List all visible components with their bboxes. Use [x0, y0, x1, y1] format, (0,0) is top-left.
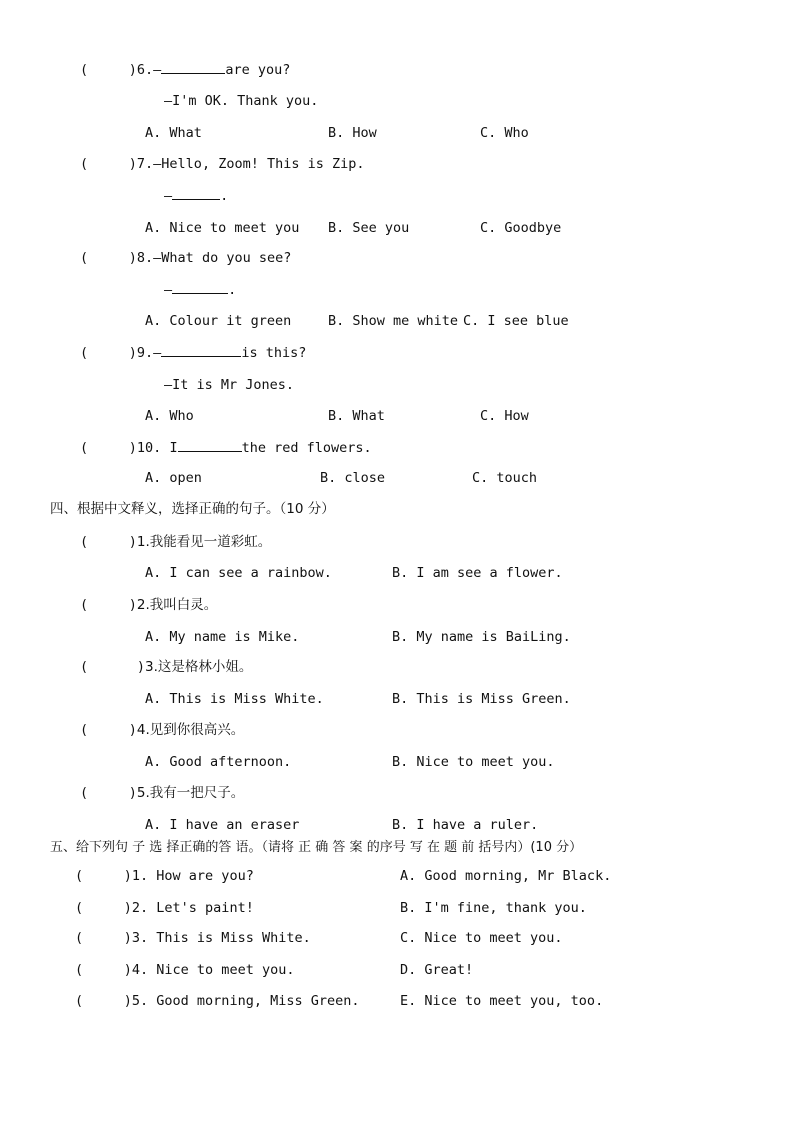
- answer-paren[interactable]: ( ): [80, 250, 137, 266]
- section-4-q1: ( )1.我能看见一道彩虹。: [80, 534, 272, 550]
- fill-blank[interactable]: [161, 61, 225, 74]
- question-6-reply: —I'm OK. Thank you.: [164, 93, 319, 109]
- option: C. How: [480, 408, 529, 424]
- match-answer: C. Nice to meet you.: [400, 930, 563, 946]
- answer-paren[interactable]: ( ): [80, 597, 137, 613]
- fill-blank[interactable]: [161, 344, 241, 357]
- option: B. My name is BaiLing.: [392, 629, 571, 645]
- question-7-reply: — .: [164, 188, 229, 204]
- option: B. Nice to meet you.: [392, 754, 555, 770]
- question-8-reply: — .: [164, 282, 237, 298]
- option: A. Colour it green: [145, 313, 292, 329]
- option: B. See you: [328, 220, 410, 236]
- answer-paren[interactable]: ( ): [80, 659, 146, 675]
- answer-paren[interactable]: ( ): [80, 722, 137, 738]
- option: A. I can see a rainbow.: [145, 565, 332, 581]
- question-7-stem: ( )7.—Hello, Zoom! This is Zip.: [80, 156, 365, 172]
- question-9-reply: —It is Mr Jones.: [164, 377, 295, 393]
- option: C. I see blue: [463, 313, 569, 329]
- option: A. Good afternoon.: [145, 754, 292, 770]
- match-answer: E. Nice to meet you, too.: [400, 993, 604, 1009]
- option: A. This is Miss White.: [145, 691, 324, 707]
- answer-paren[interactable]: ( ): [80, 785, 137, 801]
- answer-paren[interactable]: ( ): [75, 868, 132, 884]
- option: A. I have an eraser: [145, 817, 300, 833]
- match-row: ( )1. How are you?: [75, 868, 254, 884]
- option: A. Nice to meet you: [145, 220, 300, 236]
- question-10-stem: ( )10. I the red flowers.: [80, 440, 372, 456]
- answer-paren[interactable]: ( ): [80, 345, 137, 361]
- match-row: ( )5. Good morning, Miss Green.: [75, 993, 360, 1009]
- option: B. I have a ruler.: [392, 817, 539, 833]
- option: C. touch: [472, 470, 538, 486]
- option: A. What: [145, 125, 202, 141]
- fill-blank[interactable]: [178, 439, 242, 452]
- fill-blank[interactable]: [172, 187, 220, 200]
- section-4-q5: ( )5.我有一把尺子。: [80, 785, 245, 801]
- match-answer: A. Good morning, Mr Black.: [400, 868, 612, 884]
- match-row: ( )4. Nice to meet you.: [75, 962, 295, 978]
- match-row: ( )3. This is Miss White.: [75, 930, 311, 946]
- option: B. Show me white: [328, 313, 459, 329]
- answer-paren[interactable]: ( ): [80, 62, 137, 78]
- option: B. How: [328, 125, 377, 141]
- question-6-stem: ( )6.— are you?: [80, 62, 291, 78]
- section-4-q3: ( )3.这是格林小姐。: [80, 659, 253, 675]
- section-4-q2: ( )2.我叫白灵。: [80, 597, 218, 613]
- option: A. Who: [145, 408, 194, 424]
- match-answer: B. I'm fine, thank you.: [400, 900, 587, 916]
- option: B. close: [320, 470, 386, 486]
- question-9-stem: ( )9.— is this?: [80, 345, 307, 361]
- answer-paren[interactable]: ( ): [75, 962, 132, 978]
- answer-paren[interactable]: ( ): [75, 930, 132, 946]
- section-4-q4: ( )4.见到你很高兴。: [80, 722, 245, 738]
- answer-paren[interactable]: ( ): [75, 900, 132, 916]
- option: C. Goodbye: [480, 220, 562, 236]
- match-answer: D. Great!: [400, 962, 474, 978]
- answer-paren[interactable]: ( ): [80, 534, 137, 550]
- option: B. This is Miss Green.: [392, 691, 571, 707]
- answer-paren[interactable]: ( ): [80, 440, 137, 456]
- section-4-heading: 四、根据中文释义，选择正确的句子。（10 分）: [50, 501, 335, 517]
- answer-paren[interactable]: ( ): [75, 993, 132, 1009]
- option: B. I am see a flower.: [392, 565, 563, 581]
- option: A. My name is Mike.: [145, 629, 300, 645]
- answer-paren[interactable]: ( ): [80, 156, 137, 172]
- option: B. What: [328, 408, 385, 424]
- question-8-stem: ( )8.—What do you see?: [80, 250, 292, 266]
- fill-blank[interactable]: [172, 281, 228, 294]
- option: C. Who: [480, 125, 529, 141]
- match-row: ( )2. Let's paint!: [75, 900, 254, 916]
- section-5-heading: 五、给下列句 子 选 择正确的答 语。（请将 正 确 答 案 的序号 写 在 题 前 括号内）(10 分）: [50, 840, 583, 855]
- option: A. open: [145, 470, 202, 486]
